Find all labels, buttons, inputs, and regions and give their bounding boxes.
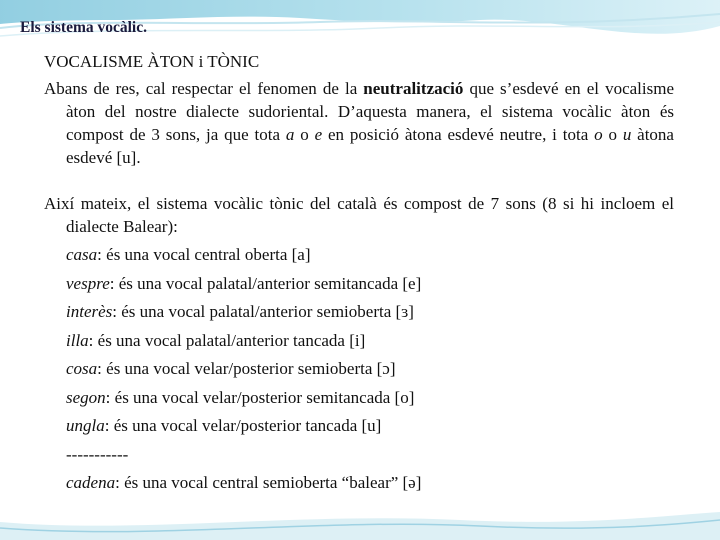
para1-text-middle-2: en posició àtona esdevé neutre, i tota [322,125,595,144]
para1-text-end: àtona esdevé [u]. [66,125,674,167]
list-item: ungla: és una vocal velar/posterior tancada [u] [66,416,382,435]
para1-text-middle: que s’esdevé en el vocalisme àton del nostre dialecte sudoriental. D’aquesta manera, el sistema vocàlic àton és compost de 3 sons, ja que tota [66,79,674,144]
separator-line: ----------- [66,444,129,464]
list-item: illa: és una vocal palatal/anterior tancada [i] [66,330,366,350]
para1-bold-term: neutralització [363,79,464,98]
vowel-a: a [285,125,295,144]
list-item: casa: és una vocal central oberta [a] [66,245,311,264]
section-heading: VOCALISME ÀTON i TÒNIC [44,52,260,71]
vowel-e: e [314,125,323,144]
vowel-list [44,241,674,498]
slide-title: Els sistema vocàlic. [20,19,147,36]
footer-wave-fill [0,512,720,540]
tonic-system-paragraph: Així mateix, el sistema vocàlic tònic del català és compost de 7 sons (8 si hi incloem el dialecte Balear): [44,194,674,236]
vowel-o: o [594,125,603,144]
para1-text-before: Abans de res, cal respectar el fenomen de la [44,79,364,98]
list-item: vespre: és una vocal palatal/anterior semitancada [e] [66,273,422,293]
slide-content [44,50,674,498]
vowel-u: u [622,125,632,144]
list-item: cosa: és una vocal velar/posterior semioberta [ɔ] [66,359,396,378]
neutralization-paragraph [44,77,674,169]
balear-vowel-item: cadena: és una vocal central semioberta “balear” [ə] [66,473,422,492]
para1-connector-2: o [602,125,623,144]
para1-connector-1: o [294,125,315,144]
list-item: segon: és una vocal velar/posterior semitancada [o] [66,387,415,407]
list-item: interès: és una vocal palatal/anterior semioberta [ɜ] [66,302,414,321]
